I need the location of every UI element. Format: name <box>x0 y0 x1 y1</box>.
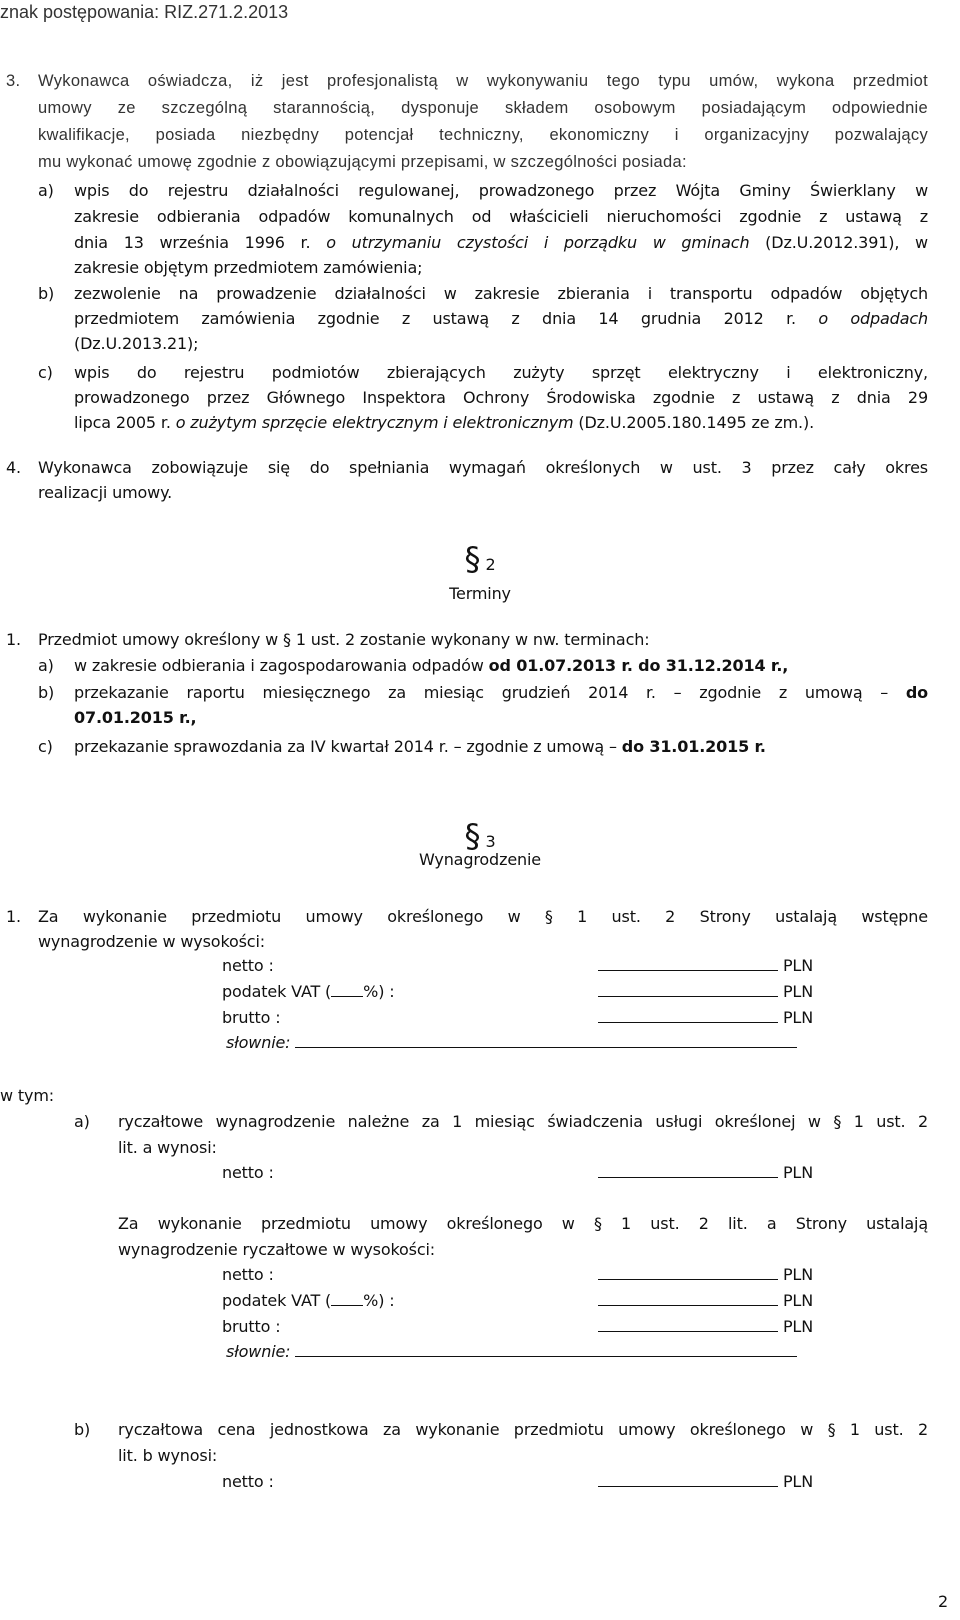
netto-field <box>598 1265 813 1284</box>
page-number: 2 <box>938 1592 949 1611</box>
vat-field <box>598 1291 813 1310</box>
brutto-field <box>598 1317 813 1336</box>
paragraph-line: Wykonawca oświadcza, iż jest profesjonalistą w wykonywaniu tego typu umów, wykona przedmiot <box>38 72 928 90</box>
list-label: c) <box>38 737 53 756</box>
list-item-line: zakresie objętym przedmiotem zamówienia; <box>74 258 423 277</box>
paragraph-number: 1. <box>6 630 21 649</box>
netto-label: netto : <box>222 1265 274 1284</box>
netto-field <box>598 1472 813 1491</box>
section-title: Terminy <box>449 584 511 603</box>
currency: PLN <box>782 956 814 975</box>
list-item-line <box>74 309 928 328</box>
text-run: przekazanie sprawozdania za IV kwartał 2014 r. – zgodnie z umową – <box>74 737 622 756</box>
section-number: 3 <box>485 832 496 851</box>
text-run: %) : <box>363 982 395 1001</box>
currency: PLN <box>782 1291 814 1310</box>
netto-label: netto : <box>222 1163 274 1182</box>
netto-field <box>598 956 813 975</box>
netto-label: netto : <box>222 956 274 975</box>
list-item-line: zakresie odbierania odpadów komunalnych od właścicieli nieruchomości zgodnie z ustawą z <box>74 207 928 226</box>
blank-line[interactable] <box>598 1279 778 1280</box>
act-title: o zużytym sprzęcie elektrycznym i elektronicznym <box>175 413 574 432</box>
paragraph-number: 4. <box>6 458 21 477</box>
paragraph-line: Za wykonanie przedmiotu umowy określonego w § 1 ust. 2 lit. a Strony ustalają <box>118 1214 928 1233</box>
blank-line[interactable] <box>331 1305 363 1306</box>
paragraph-line: Wykonawca zobowiązuje się do spełniania wymagań określonych w ust. 3 przez cały okres <box>38 458 928 477</box>
netto-field <box>598 1163 813 1182</box>
text-run: przedmiotem zamówienia zgodnie z ustawą z dnia 14 grudnia 2012 r. <box>74 309 819 328</box>
list-label: a) <box>38 181 54 200</box>
document-reference: znak postępowania: RIZ.271.2.2013 <box>0 2 289 22</box>
vat-label <box>222 982 394 1001</box>
paragraph-number: 3. <box>6 72 21 90</box>
list-item-line: (Dz.U.2013.21); <box>74 334 199 353</box>
paragraph-line: w tym: <box>0 1086 54 1105</box>
list-item-line: ryczałtowe wynagrodzenie należne za 1 miesiąc świadczenia usługi określonej w § 1 ust. 2 <box>118 1112 928 1131</box>
section-heading <box>380 817 580 855</box>
list-item-line <box>74 683 928 702</box>
slownie-field <box>226 1033 797 1052</box>
blank-line[interactable] <box>295 1356 797 1357</box>
vat-label <box>222 1291 394 1310</box>
currency: PLN <box>782 1472 814 1491</box>
section-symbol: § <box>464 817 481 855</box>
paragraph-line: kwalifikacje, posiada niezbędny potencjał techniczny, ekonomiczny i organizacyjny pozwalający <box>38 126 928 144</box>
deadline: od 01.07.2013 r. do 31.12.2014 r. <box>488 656 783 675</box>
blank-line[interactable] <box>598 970 778 971</box>
blank-line[interactable] <box>598 1022 778 1023</box>
list-label: b) <box>38 284 55 303</box>
deadline: do 31.01.2015 r. <box>621 737 766 756</box>
list-item-line: prowadzonego przez Głównego Inspektora Ochrony Środowiska zgodnie z ustawą z dnia 29 <box>74 388 928 407</box>
text-run: lipca 2005 r. <box>74 413 176 432</box>
list-label: b) <box>38 683 55 702</box>
deadline: 07.01.2015 r. <box>74 708 191 727</box>
deadline: do <box>905 683 928 702</box>
netto-label: netto : <box>222 1472 274 1491</box>
brutto-label: brutto : <box>222 1317 281 1336</box>
text-run: przekazanie raportu miesięcznego za miesiąc grudzień 2014 r. – zgodnie z umową – <box>74 683 906 702</box>
blank-line[interactable] <box>598 1486 778 1487</box>
text-run: %) : <box>363 1291 395 1310</box>
list-item-line <box>74 737 766 756</box>
slownie-field <box>226 1342 797 1361</box>
blank-line[interactable] <box>598 1305 778 1306</box>
paragraph-line: wynagrodzenie w wysokości: <box>38 932 265 951</box>
blank-line[interactable] <box>295 1047 797 1048</box>
currency: PLN <box>782 1265 814 1284</box>
blank-line[interactable] <box>598 1331 778 1332</box>
blank-line[interactable] <box>598 996 778 997</box>
list-label: a) <box>38 656 54 675</box>
list-item-line <box>74 656 788 675</box>
text-run: podatek VAT ( <box>222 982 332 1001</box>
text-run: w zakresie odbierania i zagospodarowania odpadów <box>74 656 489 675</box>
text-run: dnia 13 września 1996 r. <box>74 233 327 252</box>
currency: PLN <box>782 1008 814 1027</box>
section-number: 2 <box>485 555 496 574</box>
text-run: , <box>190 708 197 727</box>
brutto-field <box>598 1008 813 1027</box>
text-run: , <box>782 656 789 675</box>
list-item-line: wpis do rejestru podmiotów zbierających zużyty sprzęt elektryczny i elektroniczny, <box>74 363 928 382</box>
currency: PLN <box>782 1163 814 1182</box>
act-title: o utrzymaniu czystości i porządku w gminach <box>326 233 750 252</box>
brutto-label: brutto : <box>222 1008 281 1027</box>
list-label: a) <box>74 1112 90 1131</box>
act-title: o odpadach <box>818 309 928 328</box>
currency: PLN <box>782 1317 814 1336</box>
section-title: Wynagrodzenie <box>418 850 541 869</box>
paragraph-line: Przedmiot umowy określony w § 1 ust. 2 zostanie wykonany w nw. terminach: <box>38 630 650 649</box>
paragraph-line: realizacji umowy. <box>38 483 173 502</box>
text-run: (Dz.U.2012.391), w <box>749 233 928 252</box>
paragraph-number: 1. <box>6 907 21 926</box>
slownie-label: słownie: <box>226 1033 291 1052</box>
paragraph-line: mu wykonać umowę zgodnie z obowiązującymi przepisami, w szczególności posiada: <box>38 153 687 171</box>
blank-line[interactable] <box>598 1177 778 1178</box>
paragraph-line: umowy ze szczególną starannością, dysponuje składem osobowym posiadającym odpowiednie <box>38 99 928 117</box>
paragraph-line: Za wykonanie przedmiotu umowy określonego w § 1 ust. 2 Strony ustalają wstępne <box>38 907 928 926</box>
section-heading <box>380 540 580 578</box>
text-run: podatek VAT ( <box>222 1291 332 1310</box>
list-item-line <box>74 413 814 432</box>
list-item-line <box>74 233 928 252</box>
text-run: (Dz.U.2005.180.1495 ze zm.). <box>573 413 815 432</box>
blank-line[interactable] <box>331 996 363 997</box>
section-symbol: § <box>464 540 481 578</box>
slownie-label: słownie: <box>226 1342 291 1361</box>
list-item-line: wpis do rejestru działalności regulowanej, prowadzonego przez Wójta Gminy Świerklany w <box>74 181 928 200</box>
list-item-line: ryczałtowa cena jednostkowa za wykonanie przedmiotu umowy określonego w § 1 ust. 2 <box>118 1420 928 1439</box>
list-item-line <box>74 708 196 727</box>
paragraph-line: wynagrodzenie ryczałtowe w wysokości: <box>118 1240 436 1259</box>
list-label: c) <box>38 363 53 382</box>
list-item-line: lit. b wynosi: <box>118 1446 218 1465</box>
list-item-line: zezwolenie na prowadzenie działalności w zakresie zbierania i transportu odpadów objętych <box>74 284 928 303</box>
list-label: b) <box>74 1420 91 1439</box>
list-item-line: lit. a wynosi: <box>118 1138 217 1157</box>
vat-field <box>598 982 813 1001</box>
currency: PLN <box>782 982 814 1001</box>
